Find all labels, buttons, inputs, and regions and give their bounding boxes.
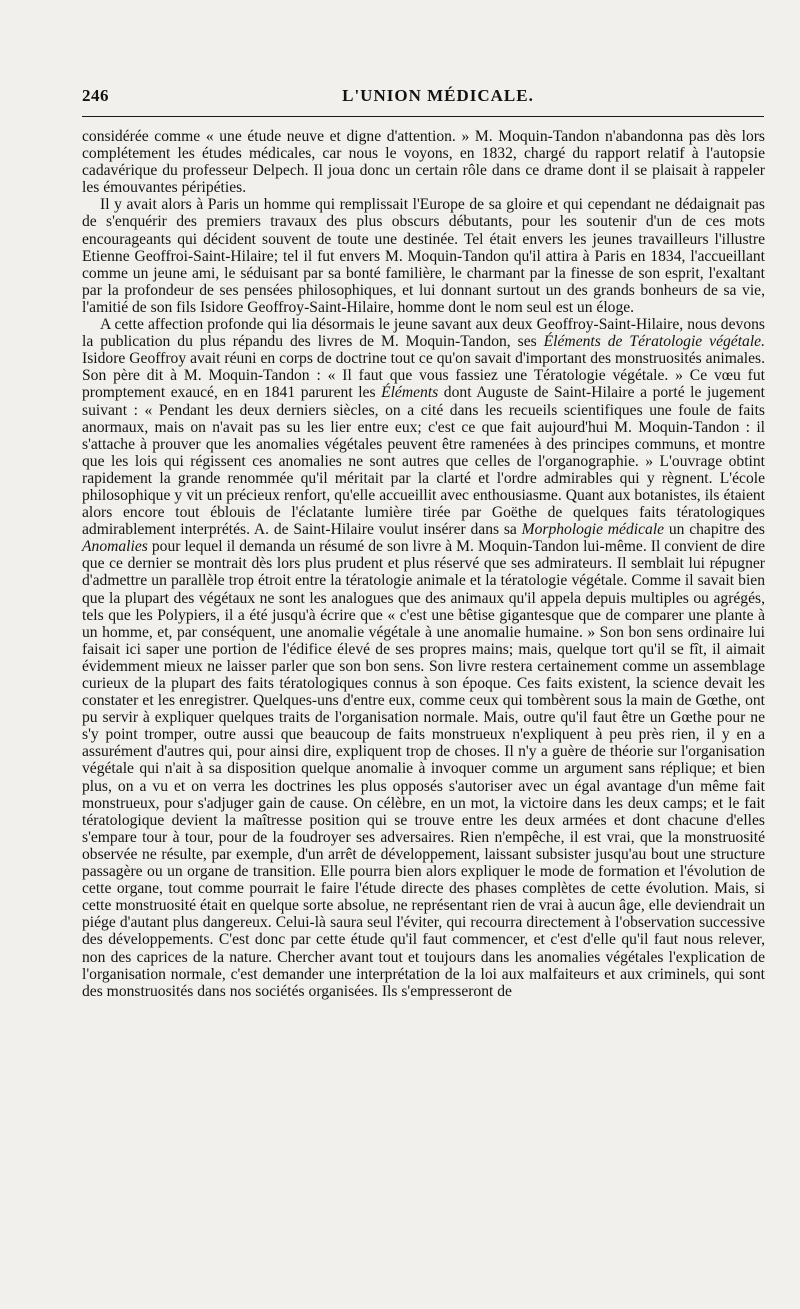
paragraph-3-text-e: pour lequel il demanda un résumé de son livre à M. Moquin-Tandon lui-même. Il convient de dire que ce dernier se montrait dès lors plus prudent et plus réservé que ses admirateurs. Il semblait lui répugner d'admettre un parallèle trop étroit entre la tératologie animale et la tératologie végétale. Comme il savait bien que la plupart des végétaux ne sont les analogues que des animaux qu'il appela depuis multiples ou agrégés, tels que les Polypiers, il a été jusqu'à écrire que « c'est une bêtise gigantesque que de comparer une plante à un homme, et, par conséquent, une anomalie végétale à une anomalie humaine. » Son bon sens ordinaire lui faisait ici saper une portion de l'édifice élevé de ses propres mains; mais, quelque tort qu'il se fît, il aimait évidemment mieux ne laisser parler que son bon sens. Son livre restera certainement comme un assemblage curieux de la plupart des faits tératologiques connus à son époque. Ces faits existent, la science devait les constater et les enregistrer. Quelques-uns d'entre eux, comme ceux qui tombèrent sous la main de Gœthe, ont pu servir à expliquer quelques traits de l'organisation normale. Mais, outre qu'il faut être un Gœthe pour ne s'y point tromper, outre aussi que beaucoup de faits monstrueux n'expliquent à peu près rien, il y en a assurément d'autres qui, pour ainsi dire, expliquent trop de choses. Il n'y a guère de théorie sur l'organisation végétale qui n'ait à sa disposition quelque anomalie à invoquer comme un argument sans réplique; et bien plus, on a vu et on verra les doctrines les plus opposés s'autoriser avec un égal avantage d'un même fait monstrueux, pour s'adjuger gain de cause. On célèbre, en un mot, la victoire dans les deux camps; et le fait tératologique devient la maîtresse position qui se trouve entre les deux armées et dont chacune d'elles s'empare tour à tour, pour de la foudroyer ses adversaires. Rien n'empêche, il est vrai, que la monstruosité observée ne résulte, par exemple, d'un arrêt de développement, laissant subsister jusqu'au bout une structure passagère ou un organe de transition. Elle pourra bien alors expliquer le mode de formation et l'évolution de cette organe, tout comme pourrait le faire l'étude directe des phases complètes de cette évolution. Mais, si cette monstruosité était en quelque sorte absolue, ne représentant rien de vrai à aucun âge, elle deviendrait un piége d'autant plus dangereux. Celui-là saura seul l'éviter, qui recourra directement à l'observation successive des développements. C'est donc par cette étude qu'il faut commencer, et c'est d'elle qu'il faut nous relever, non des caprices de la nature. Chercher avant tout et toujours dans les anomalies végétales l'explication de l'organisation normale, c'est demander une interprétation de la loi aux malfaiteurs et aux criminels, qui sont des monstruosités dans nos sociétés organisées. Ils s'empresseront de	[82, 538, 765, 1000]
paragraph-2: Il y avait alors à Paris un homme qui remplissait l'Europe de sa gloire et qui cependant ne dédaignait pas de s'enquérir des premiers travaux des plus obscurs débutants, pour les soutenir d'un de ces mots encourageants qui décident souvent de toute une destinée. Tel était envers les jeunes travailleurs l'illustre Etienne Geoffroi-Saint-Hilaire; tel il fut envers M. Moquin-Tandon qu'il attira à Paris en 1834, l'accueillant comme un jeune ami, le séduisant par sa bonté familière, le charmant par la finesse de son esprit, l'exaltant par la profondeur de ses pensées philosophiques, et lui donnant surtout un des grands bonheurs de sa vie, l'amitié de son fils Isidore Geoffroy-Saint-Hilaire, homme dont le nom seul est un éloge.	[82, 196, 765, 316]
header-rule	[82, 116, 764, 117]
paragraph-3-text-c: dont Auguste de Saint-Hilaire a porté le jugement suivant : « Pendant les deux derniers siècles, on a cité dans les recueils scientifiques une foule de faits anormaux, mais on n'avait pas su les lier entre eux; c'est ce que fait aujourd'hui M. Moquin-Tandon : il s'attache à prouver que les anomalies végétales peuvent être ramenées à des principes communs, et montre que les lois qui régissent ces anomalies ne sont autres que celles de l'organographie. » L'ouvrage obtint rapidement la grande renommée qu'il méritait par la clarté et l'ordre admirables qui y règnent. L'école philosophique y vit un précieux renfort, qu'elle accueillit avec enthousiasme. Quant aux botanistes, ils étaient alors encore tout éblouis de l'éclatante lumière tirée par Goëthe de quelques faits tératologiques admirablement interprétés. A. de Saint-Hilaire voulut insérer dans sa	[82, 384, 765, 539]
article-body	[82, 128, 765, 1000]
chapter-title-anomalies: Anomalies	[82, 538, 148, 556]
book-title-morphologie: Morphologie médicale	[521, 521, 665, 539]
page-number: 246	[82, 86, 109, 105]
paragraph-3-text-a: A cette affection profonde qui lia désormais le jeune savant aux deux Geoffroy-Saint-Hilaire, nous devons la publication du plus répandu des livres de M. Moquin-Tandon, ses	[82, 316, 765, 351]
paragraph-3	[82, 316, 765, 1000]
running-head	[82, 86, 764, 108]
journal-title: L'UNION MÉDICALE.	[342, 86, 534, 105]
paragraph-3-text-d: un chapitre des	[664, 521, 765, 539]
book-title-elements: Éléments	[381, 384, 439, 402]
book-title-teratologie: Éléments de Tératologie végétale.	[543, 333, 765, 351]
paragraph-1: considérée comme « une étude neuve et digne d'attention. » M. Moquin-Tandon n'abandonna pas dès lors complétement les études médicales, car nous le voyons, en 1832, chargé du rapport relatif à l'autopsie cadavérique du professeur Delpech. Il joua donc un certain rôle dans ce drame dont il se plaisait à rappeler les émouvantes péripéties.	[82, 128, 765, 197]
paragraph-3-text-b: Isidore Geoffroy avait réuni en corps de doctrine tout ce qu'on savait d'important des monstruosités animales. Son père dit à M. Moquin-Tandon : « Il faut que vous fassiez une Tératologie végétale. » Ce vœu fut promptement exaucé, en en 1841 parurent les	[82, 350, 765, 402]
